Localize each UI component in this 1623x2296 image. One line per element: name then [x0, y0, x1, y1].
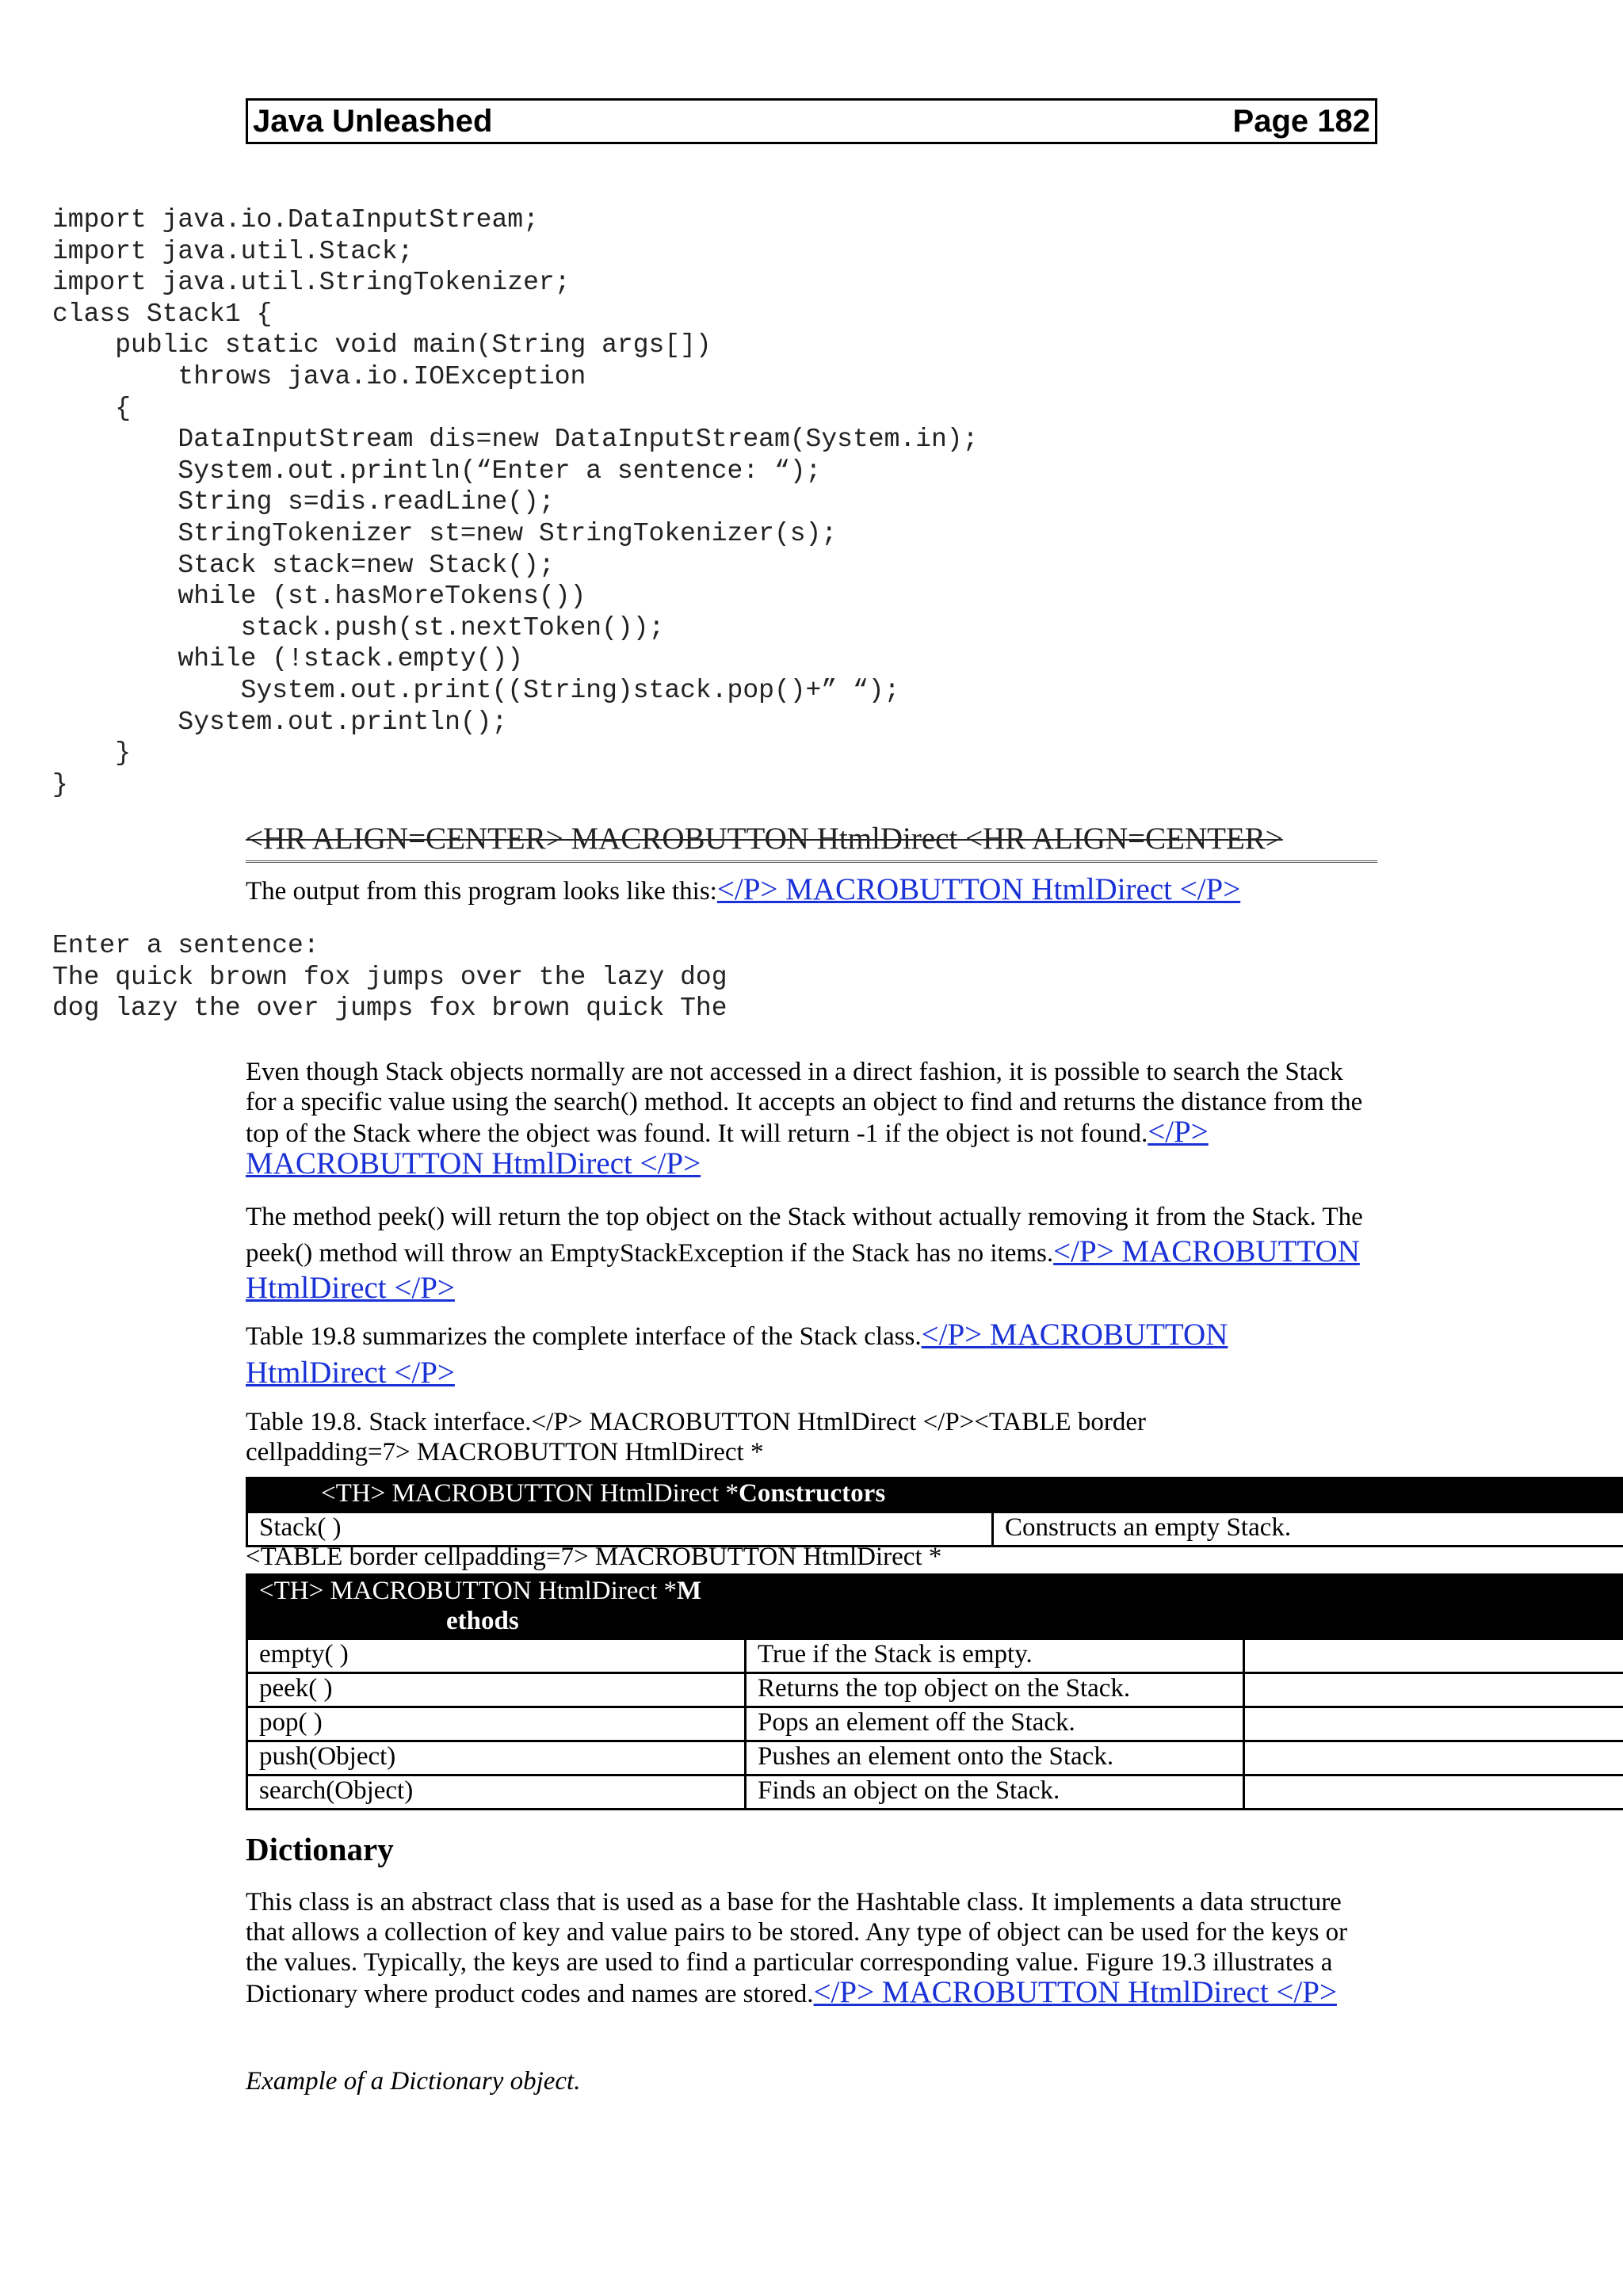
page-header — [246, 98, 1377, 144]
output-listing — [52, 930, 727, 1024]
code-line: import java.util.Stack; — [52, 236, 414, 266]
method-name: push(Object) — [247, 1741, 746, 1775]
header-macro-text: <TH> MACROBUTTON HtmlDirect * — [321, 1479, 739, 1508]
empty-cell — [1244, 1707, 1623, 1741]
code-line: import java.util.StringTokenizer; — [52, 268, 571, 298]
code-line: while (!stack.empty()) — [52, 644, 524, 674]
table-row — [247, 1673, 1623, 1707]
code-line: import java.io.DataInputStream; — [52, 205, 539, 235]
methods-header — [247, 1575, 1623, 1639]
code-line: class Stack1 { — [52, 299, 273, 329]
table-header-row — [247, 1478, 1623, 1512]
method-desc: True if the Stack is empty. — [746, 1639, 1244, 1673]
code-listing — [52, 204, 978, 800]
output-intro-paragraph — [246, 872, 1387, 906]
table-row — [247, 1775, 1623, 1810]
search-paragraph — [246, 1057, 1363, 1180]
macro-link[interactable]: </P> MACROBUTTON HtmlDirect </P> — [246, 1115, 1209, 1180]
header-macro-text: <TH> MACROBUTTON HtmlDirect * — [259, 1577, 678, 1605]
code-line: } — [52, 738, 132, 769]
code-line: stack.push(st.nextToken()); — [52, 612, 665, 643]
table2-macro-text: <TABLE border cellpadding=7> MACROBUTTON HtmlDirect * — [246, 1543, 942, 1571]
macro-link[interactable]: </P> MACROBUTTON HtmlDirect </P> — [813, 1975, 1337, 2009]
output-line: dog lazy the over jumps fox brown quick The — [52, 994, 727, 1024]
table-intro-paragraph — [246, 1317, 1355, 1393]
empty-cell — [1244, 1775, 1623, 1810]
macro-link[interactable]: </P> MACROBUTTON HtmlDirect </P> — [716, 872, 1241, 906]
code-line: System.out.println(“Enter a sentence: “); — [52, 456, 822, 486]
code-line: throws java.io.IOException — [52, 361, 586, 391]
book-title: Java Unleashed — [253, 103, 493, 139]
table-row — [247, 1639, 1623, 1673]
method-desc: Pushes an element onto the Stack. — [746, 1741, 1244, 1775]
table-header-row — [247, 1575, 1623, 1639]
header-bold-text: M — [677, 1577, 702, 1605]
output-line: The quick brown fox jumps over the lazy dog — [52, 962, 727, 992]
header-bold-text: Constructors — [739, 1479, 886, 1508]
table-caption: Table 19.8. Stack interface.</P> MACROBUTTON HtmlDirect </P><TABLE border cellpadding=7> MACROBUTTON HtmlDirect * — [246, 1408, 1146, 1466]
dictionary-paragraph — [246, 1887, 1371, 2009]
peek-paragraph — [246, 1199, 1363, 1307]
table-row — [247, 1707, 1623, 1741]
methods-table — [246, 1573, 1623, 1810]
code-line: } — [52, 769, 68, 799]
constructors-table — [246, 1477, 1623, 1547]
method-name: empty( ) — [247, 1639, 746, 1673]
empty-cell — [1244, 1639, 1623, 1673]
table-row — [247, 1741, 1623, 1775]
section-heading: Dictionary — [246, 1831, 394, 1867]
macro-link[interactable]: </P> MACROBUTTON HtmlDirect </P> — [246, 1318, 1228, 1390]
method-name: pop( ) — [247, 1707, 746, 1741]
method-name: peek( ) — [247, 1673, 746, 1707]
macro-link[interactable]: </P> MACROBUTTON HtmlDirect </P> — [246, 1234, 1360, 1305]
search-text: Even though Stack objects normally are not accessed in a direct fashion, it is possible to search the Stack for a specific value using the search() method. It accepts an object to find and returns the distance from the top of the Stack where the object was found. It will return -1 if the object is not found. — [246, 1058, 1363, 1148]
output-intro-text: The output from this program looks like this: — [246, 877, 717, 906]
peek-text: The method peek() will return the top object on the Stack without actually removing it from the Stack. The peek() method will throw an EmptyStackException if the Stack has no items. — [246, 1203, 1363, 1268]
code-line: while (st.hasMoreTokens()) — [52, 582, 586, 612]
empty-cell — [1244, 1741, 1623, 1775]
method-desc: Pops an element off the Stack. — [746, 1707, 1244, 1741]
code-line: StringTokenizer st=new StringTokenizer(s); — [52, 518, 838, 548]
code-line: public static void main(String args[]) — [52, 330, 712, 360]
output-line: Enter a sentence: — [52, 931, 319, 960]
code-line: DataInputStream dis=new DataInputStream(System.in); — [52, 425, 979, 455]
constructor-name: Stack( ) — [247, 1512, 993, 1547]
constructors-header — [247, 1478, 1623, 1512]
method-desc: Returns the top object on the Stack. — [746, 1673, 1244, 1707]
code-line: Stack stack=new Stack(); — [52, 550, 555, 580]
code-line: { — [52, 393, 132, 423]
code-line: System.out.print((String)stack.pop()+” “); — [52, 675, 900, 705]
table-intro-text: Table 19.8 summarizes the complete interface of the Stack class. — [246, 1322, 922, 1351]
method-name: search(Object) — [247, 1775, 746, 1810]
hr-macro-line: <HR ALIGN=CENTER> MACROBUTTON HtmlDirect <HR ALIGN=CENTER> — [246, 821, 1377, 856]
dictionary-text: This class is an abstract class that is used as a base for the Hashtable class. It implements a data structure that allows a collection of key and value pairs to be stored. Any type of object can be used for the keys or the values. Typically, the keys are used to find a particular corresponding value. Figure 19.3 illustrates a Dictionary where product codes and names are stored. — [246, 1888, 1348, 2008]
figure-caption: Example of a Dictionary object. — [246, 2067, 581, 2096]
constructor-desc: Constructs an empty Stack. — [993, 1512, 1623, 1547]
method-desc: Finds an object on the Stack. — [746, 1775, 1244, 1810]
code-line: System.out.println(); — [52, 707, 508, 737]
empty-cell — [1244, 1673, 1623, 1707]
header-bold-text: ethods — [446, 1607, 519, 1635]
code-line: String s=dis.readLine(); — [52, 487, 555, 517]
page-number: Page 182 — [1232, 103, 1370, 139]
